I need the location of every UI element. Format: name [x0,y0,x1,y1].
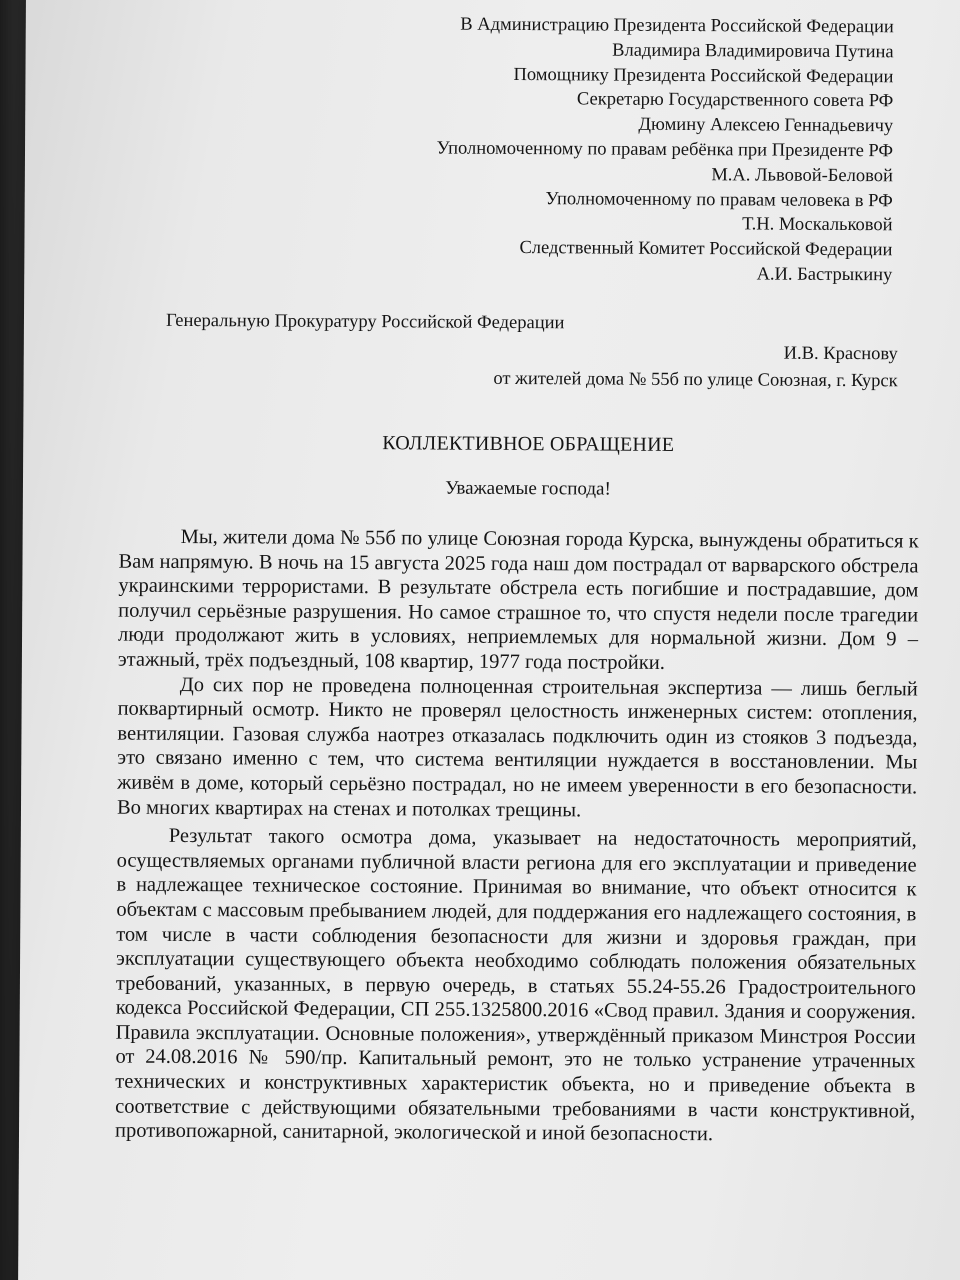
salutation: Уважаемые господа! [445,477,611,500]
document-title: КОЛЛЕКТИВНОЕ ОБРАЩЕНИЕ [382,432,675,456]
sender-line: от жителей дома № 55б по улице Союзная, г. Курск [493,368,898,392]
recipient-line: Т.Н. Москальковой [742,214,893,236]
recipient-line: Секретарю Государственного совета РФ [576,89,894,112]
recipient-line: В Администрацию Президента Российской Федерации [460,14,894,38]
letter-body [115,525,919,1149]
body-paragraph: Мы, жители дома № 55б по улице Союзная города Курска, вынуждены обратиться к Вам напрямую. В ночь на 15 августа 2025 года наш дом пострадал от варварского обстрела украинскими террористами. В результате обстрела есть погибшие и пострадавшие, дом получил серьёзные разрушения. Но самое страшное то, что спустя недели после трагедии люди продолжают жить в условиях, неприемлемых для нормальной жизни. Дом 9 – этажный, трёх подъездный, 108 квартир, 1977 года постройки. [117,525,919,674]
recipients-block [436,13,894,289]
recipient-line: Помощнику Президента Российской Федерации [513,64,894,87]
recipient-line: Следственный Комитет Российской Федерации [519,238,893,261]
document-page [18,0,960,1276]
paper-sheet [18,0,960,1280]
recipient-line: Владимира Владимировича Путина [612,40,894,63]
prosecutor-name: И.В. Краснову [783,343,898,365]
recipient-line: Уполномоченному по правам человека в РФ [545,188,893,211]
body-paragraph: До сих пор не проведена полноценная строительная экспертиза — лишь беглый поквартирный осмотр. Никто не проверял целостность инженерных систем: отопления, вентиляции. Газовая служба наотрез отказалась подключить один из стояков 3 подъезда, это связано именно с тем, что система вентиляции нуждается в восстановлении. Мы живём в доме, который серьёзно пострадал, но не имеем уверенности в его безопасности. Во многих квартирах на стенах и потолках трещины. [116,673,918,821]
prosecutor-office: Генеральную Прокуратуру Российской Федерации [165,310,565,334]
recipient-line: Уполномоченному по правам ребёнка при Президенте РФ [436,138,894,162]
prosecutor-sender-block [493,339,898,395]
recipient-line: А.И. Бастрыкину [756,264,893,286]
recipient-line: М.А. Львовой-Беловой [711,164,893,187]
body-paragraph: Результат такого осмотра дома, указывает на недостаточность мероприятий, осуществляемых органами публичной власти региона для его эксплуатации и приведение в надлежащее техническое состояние. Принимая во внимание, что объект относится к объектам с массовым пребыванием людей, для поддержания его надлежащего состояния, в том числе в части соблюдения безопасности для жизни и здоровья граждан, при эксплуатации существующего объекта необходимо соблюдать положения обязательных требований, указанных, в первую очередь, в статьях 55.24-55.26 Градостроительного кодекса Российской Федерации, СП 255.1325800.2016 «Свод правил. Здания и сооружения. Правила эксплуатации. Основные положения», утверждённый приказом Минстроя России от 24.08.2016 № 590/пр. Капитальный ремонт, это не только устранение утраченных технических и конструктивных характеристик объекта, но и приведение объекта в соответствие с действующими обязательными требованиями в части конструктивной, противопожарной, санитарной, экологической и иной безопасности. [114,825,917,1146]
recipient-line: Дюмину Алексею Геннадьевичу [638,114,894,137]
